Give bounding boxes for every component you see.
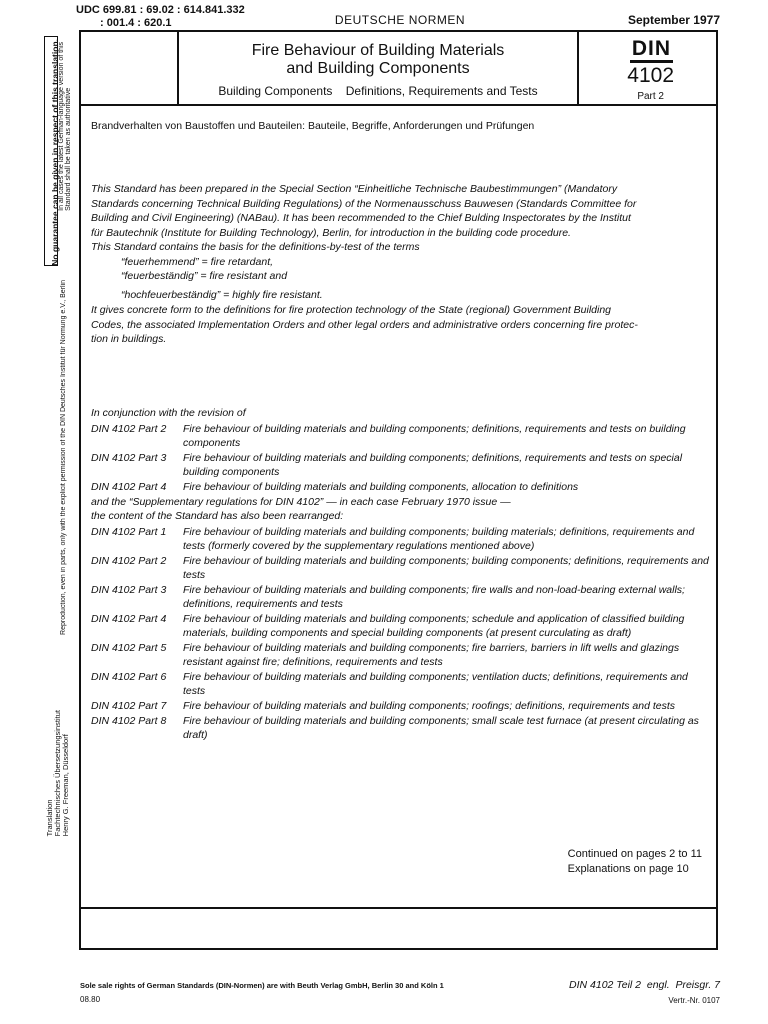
translation-institute: Fachtechnisches Übersetzungsinstitut <box>53 710 62 837</box>
explanations-page: Explanations on page 10 <box>567 863 689 875</box>
intro-line-2: Standards concerning Technical Building Regulations) of the Normenausschuss Bauwesen (Standards Committee for <box>91 197 637 210</box>
footer-divider <box>81 907 716 909</box>
supplementary-line-1: and the “Supplementary regulations for DIN 4102” — in each case February 1970 issue — <box>91 496 511 508</box>
din-part: Part 2 <box>637 91 664 102</box>
part-code: DIN 4102 Part 6 <box>91 671 167 683</box>
closing-line-3: tion in buildings. <box>91 333 167 345</box>
distribution-number: Vertr.-Nr. 0107 <box>668 996 720 1005</box>
part-code: DIN 4102 Part 8 <box>91 715 167 727</box>
part-code: DIN 4102 Part 2 <box>91 423 167 435</box>
new-part-row <box>91 641 711 669</box>
part-code: DIN 4102 Part 4 <box>91 613 167 625</box>
term-2: “feuerbeständig” = fire resistant and <box>121 270 288 282</box>
udc-line-2: : 001.4 : 620.1 <box>100 17 172 29</box>
print-code: 08.80 <box>80 995 101 1004</box>
part-code: DIN 4102 Part 4 <box>91 481 167 493</box>
part-description: Fire behaviour of building materials and building components; schedule and application of classified building materials, building components and special building components (at present curculating as draft) <box>183 613 685 639</box>
part-code: DIN 4102 Part 2 <box>91 555 167 567</box>
new-part-row <box>91 714 711 742</box>
intro-line-1: This Standard has been prepared in the Special Section “Einheitliche Technische Baubestimmungen” (Mandatory <box>91 183 618 195</box>
intro-line-3: Building and Civil Engineering) (NABau). It has been recommended to the Chief Bulding Inspectorates by the Institut <box>91 212 631 224</box>
new-part-row <box>91 699 711 713</box>
disclaimer-line-2: In all cases the latest German-language version of this <box>58 42 65 211</box>
din-block <box>577 32 716 104</box>
new-part-row <box>91 525 711 553</box>
intro-line-5: This Standard contains the basis for the definitions-by-test of the terms <box>91 241 420 253</box>
sales-rights-notice: Sole sale rights of German Standards (DIN-Normen) are with Beuth Verlag GmbH, Berlin 30 and Köln 1 <box>80 981 444 990</box>
term-3: “hochfeuerbeständig” = highly fire resistant. <box>121 289 323 301</box>
disclaimer-line-1: No guarantee can be given in respect of this translation. <box>50 39 60 266</box>
part-code: DIN 4102 Part 1 <box>91 526 167 538</box>
title-line-1: Fire Behaviour of Building Materials <box>251 42 505 59</box>
part-description: Fire behaviour of building materials and building components; definitions, requirements and tests on special building components <box>183 452 683 478</box>
document-title <box>179 42 577 78</box>
continuation-note <box>568 847 702 877</box>
translation-credit <box>46 710 70 836</box>
udc-classification <box>76 4 245 30</box>
din-logo: DIN <box>630 38 673 63</box>
part-code: DIN 4102 Part 5 <box>91 642 167 654</box>
part-description: Fire behaviour of building materials and building components; fire walls and non-load-bearing external walls; definitions, requirements and tests <box>183 584 685 610</box>
title-left-cell <box>81 32 179 104</box>
revision-section <box>91 406 711 743</box>
standard-reference: DIN 4102 Teil 2 engl. Preisgr. 7 <box>569 979 720 991</box>
new-part-row <box>91 612 711 640</box>
intro-line-4: für Bautechnik (Institute for Building Technology), Berlin, for introduction in the building code procedure. <box>91 226 571 239</box>
udc-line-1: UDC 699.81 : 69.02 : 614.841.332 <box>76 4 245 16</box>
document-frame <box>79 30 718 950</box>
part-description: Fire behaviour of building materials and building components, allocation to definitions <box>183 481 579 493</box>
term-1: “feuerhemmend” = fire retardant, <box>121 255 274 268</box>
new-part-row <box>91 554 711 582</box>
part-description: Fire behaviour of building materials and building components; ventilation ducts; definitions, requirements and tests <box>183 671 688 697</box>
supplementary-line-2: the content of the Standard has also been rearranged: <box>91 510 344 522</box>
translation-label: Translation <box>45 799 54 837</box>
document-subtitle: Building Components Definitions, Requirements and Tests <box>218 84 538 98</box>
part-description: Fire behaviour of building materials and building components; fire barriers, barriers in lift wells and glazings resistant against fire; definitions, requirements and tests <box>183 642 680 668</box>
continued-pages: Continued on pages 2 to 11 <box>567 848 702 860</box>
part-code: DIN 4102 Part 7 <box>91 700 167 712</box>
disclaimer-line-2-3 <box>58 42 72 211</box>
part-description: Fire behaviour of building materials and building components; building materials; definitions, requirements and tests (formerly covered by the supplementary regulations mentioned above) <box>183 526 695 552</box>
part-code: DIN 4102 Part 3 <box>91 584 167 596</box>
german-title: Brandverhalten von Baustoffen und Bauteilen: Bauteile, Begriffe, Anforderungen und Prüfungen <box>91 120 535 132</box>
disclaimer-box <box>44 36 58 266</box>
disclaimer-line-3: Standard shall be taken as authoritative <box>65 87 72 211</box>
din-number: 4102 <box>627 64 674 87</box>
translation-disclaimer <box>40 36 70 266</box>
translation-person: Henry G. Freeman, Düsseldorf <box>61 734 70 837</box>
old-part-row <box>91 422 711 450</box>
issue-date: September 1977 <box>627 13 720 27</box>
old-part-row <box>91 451 711 479</box>
part-description: Fire behaviour of building materials and building components; definitions, requirements and tests on building components <box>183 423 686 449</box>
reproduction-notice: Reproduction, even in parts, only with the explicit permission of the DIN Deutsches Institut für Normung e.V., Berlin <box>60 280 67 635</box>
new-part-row <box>91 670 711 698</box>
part-description: Fire behaviour of building materials and building components; roofings; definitions, requirements and tests <box>183 700 676 712</box>
closing-line-2: Codes, the associated Implementation Orders and other legal orders and administrative orders concerning fire protec- <box>91 318 638 331</box>
part-description: Fire behaviour of building materials and building components; building components; definitions, requirements and tests <box>183 555 709 581</box>
part-description: Fire behaviour of building materials and building components; small scale test furnace (at present circulating as draft) <box>183 715 699 741</box>
revision-lead: In conjunction with the revision of <box>91 407 246 419</box>
old-part-row <box>91 480 711 494</box>
new-part-row <box>91 583 711 611</box>
title-block <box>81 32 716 106</box>
part-code: DIN 4102 Part 3 <box>91 452 167 464</box>
series-title: DEUTSCHE NORMEN <box>334 13 466 27</box>
closing-line-1: It gives concrete form to the definitions for fire protection technology of the State (regional) Government Building <box>91 304 612 316</box>
title-line-2: and Building Components <box>286 60 470 77</box>
